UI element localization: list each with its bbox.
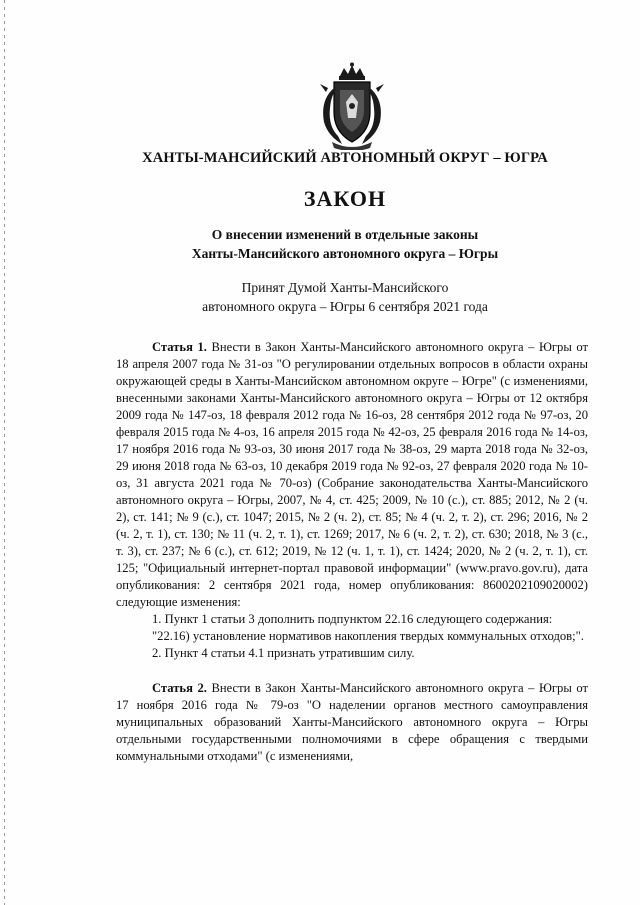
law-body [116, 339, 588, 765]
article-2-text: Внести в Закон Ханты-Мансийского автономного округа – Югры от 17 ноября 2016 года № 79-оз "О наделении органов местного самоуправления муниципальных образований Ханты-Мансийского автономного округа – Югры отдельными государственными полномочиями в сфере обращения с твердыми коммунальными отходами" (с изменениями, [116, 681, 588, 763]
scan-edge-line [4, 0, 5, 905]
document-type: ЗАКОН [303, 186, 387, 211]
article-1-item-2: 2. Пункт 4 статьи 4.1 признать утратившим силу. [152, 646, 415, 660]
coat-of-arms-icon [316, 62, 388, 150]
subject-line-2: Ханты-Мансийского автономного округа – Югры [191, 246, 499, 261]
article-2-paragraph [116, 680, 588, 765]
article-1-item-1: 1. Пункт 1 статьи 3 дополнить подпунктом 22.16 следующего содержания: [152, 612, 553, 626]
adopted-line-1: Принят Думой Ханты-Мансийского [241, 280, 449, 295]
law-subject [0, 225, 640, 263]
article-1-label: Статья 1. [152, 340, 207, 354]
adoption-note [0, 278, 640, 316]
region-title: ХАНТЫ-МАНСИЙСКИЙ АВТОНОМНЫЙ ОКРУГ – ЮГРА [142, 150, 548, 166]
article-2-label: Статья 2. [152, 681, 207, 695]
subject-line-1: О внесении изменений в отдельные законы [211, 227, 479, 242]
article-1-paragraph [116, 339, 588, 611]
article-1-item-1-quote: "22.16) установление нормативов накопления твердых коммунальных отходов;". [152, 629, 584, 643]
article-1-text: Внести в Закон Ханты-Мансийского автономного округа – Югры от 18 апреля 2007 года № 31-оз "О регулировании отдельных вопросов в области охраны окружающей среды в Ханты-Мансийском автономном округе – Югре" (с изменениями, внесенными законами Ханты-Мансийского автономного округа – Югры от 12 октября 2009 года № 147-оз, 18 февраля 2012 года № 16-оз, 28 сентября 2012 года № 97-оз, 20 февраля 2015 года № 4-оз, 16 апреля 2015 года № 42-оз, 25 февраля 2016 года № 14-оз, 17 ноября 2016 года № 93-оз, 30 июня 2017 года № 38-оз, 29 марта 2018 года № 32-оз, 29 июня 2018 года № 63-оз, 10 декабря 2019 года № 92-оз, 27 февраля 2020 года № 10-оз, 31 августа 2021 года № 70-оз) (Собрание законодательства Ханты-Мансийского автономного округа – Югры, 2007, № 4, ст. 425; 2009, № 10 (с.), ст. 885; 2012, № 2 (ч. 2), ст. 141; № 9 (с.), ст. 1047; 2015, № 2 (ч. 2), ст. 85; № 4 (ч. 2, т. 2), ст. 296; 2016, № 2 (ч. 2, т. 1), ст. 130; № 11 (ч. 2, т. 1), ст. 1269; 2017, № 6 (ч. 2, т. 2), ст. 630; 2018, № 3 (с., т. 3), ст. 237; № 6 (с.), ст. 612; 2019, № 12 (ч. 1, т. 1), ст. 1424; 2020, № 2 (ч. 2, т. 1), ст. 125; "Официальный интернет-портал правовой информации" (www.pravo.gov.ru), дата опубликования: 2 сентября 2021 года, номер опубликования: 8600202109020002) следующие изменения: [116, 340, 588, 609]
adopted-line-2: автономного округа – Югры 6 сентября 2021 года [202, 299, 488, 314]
